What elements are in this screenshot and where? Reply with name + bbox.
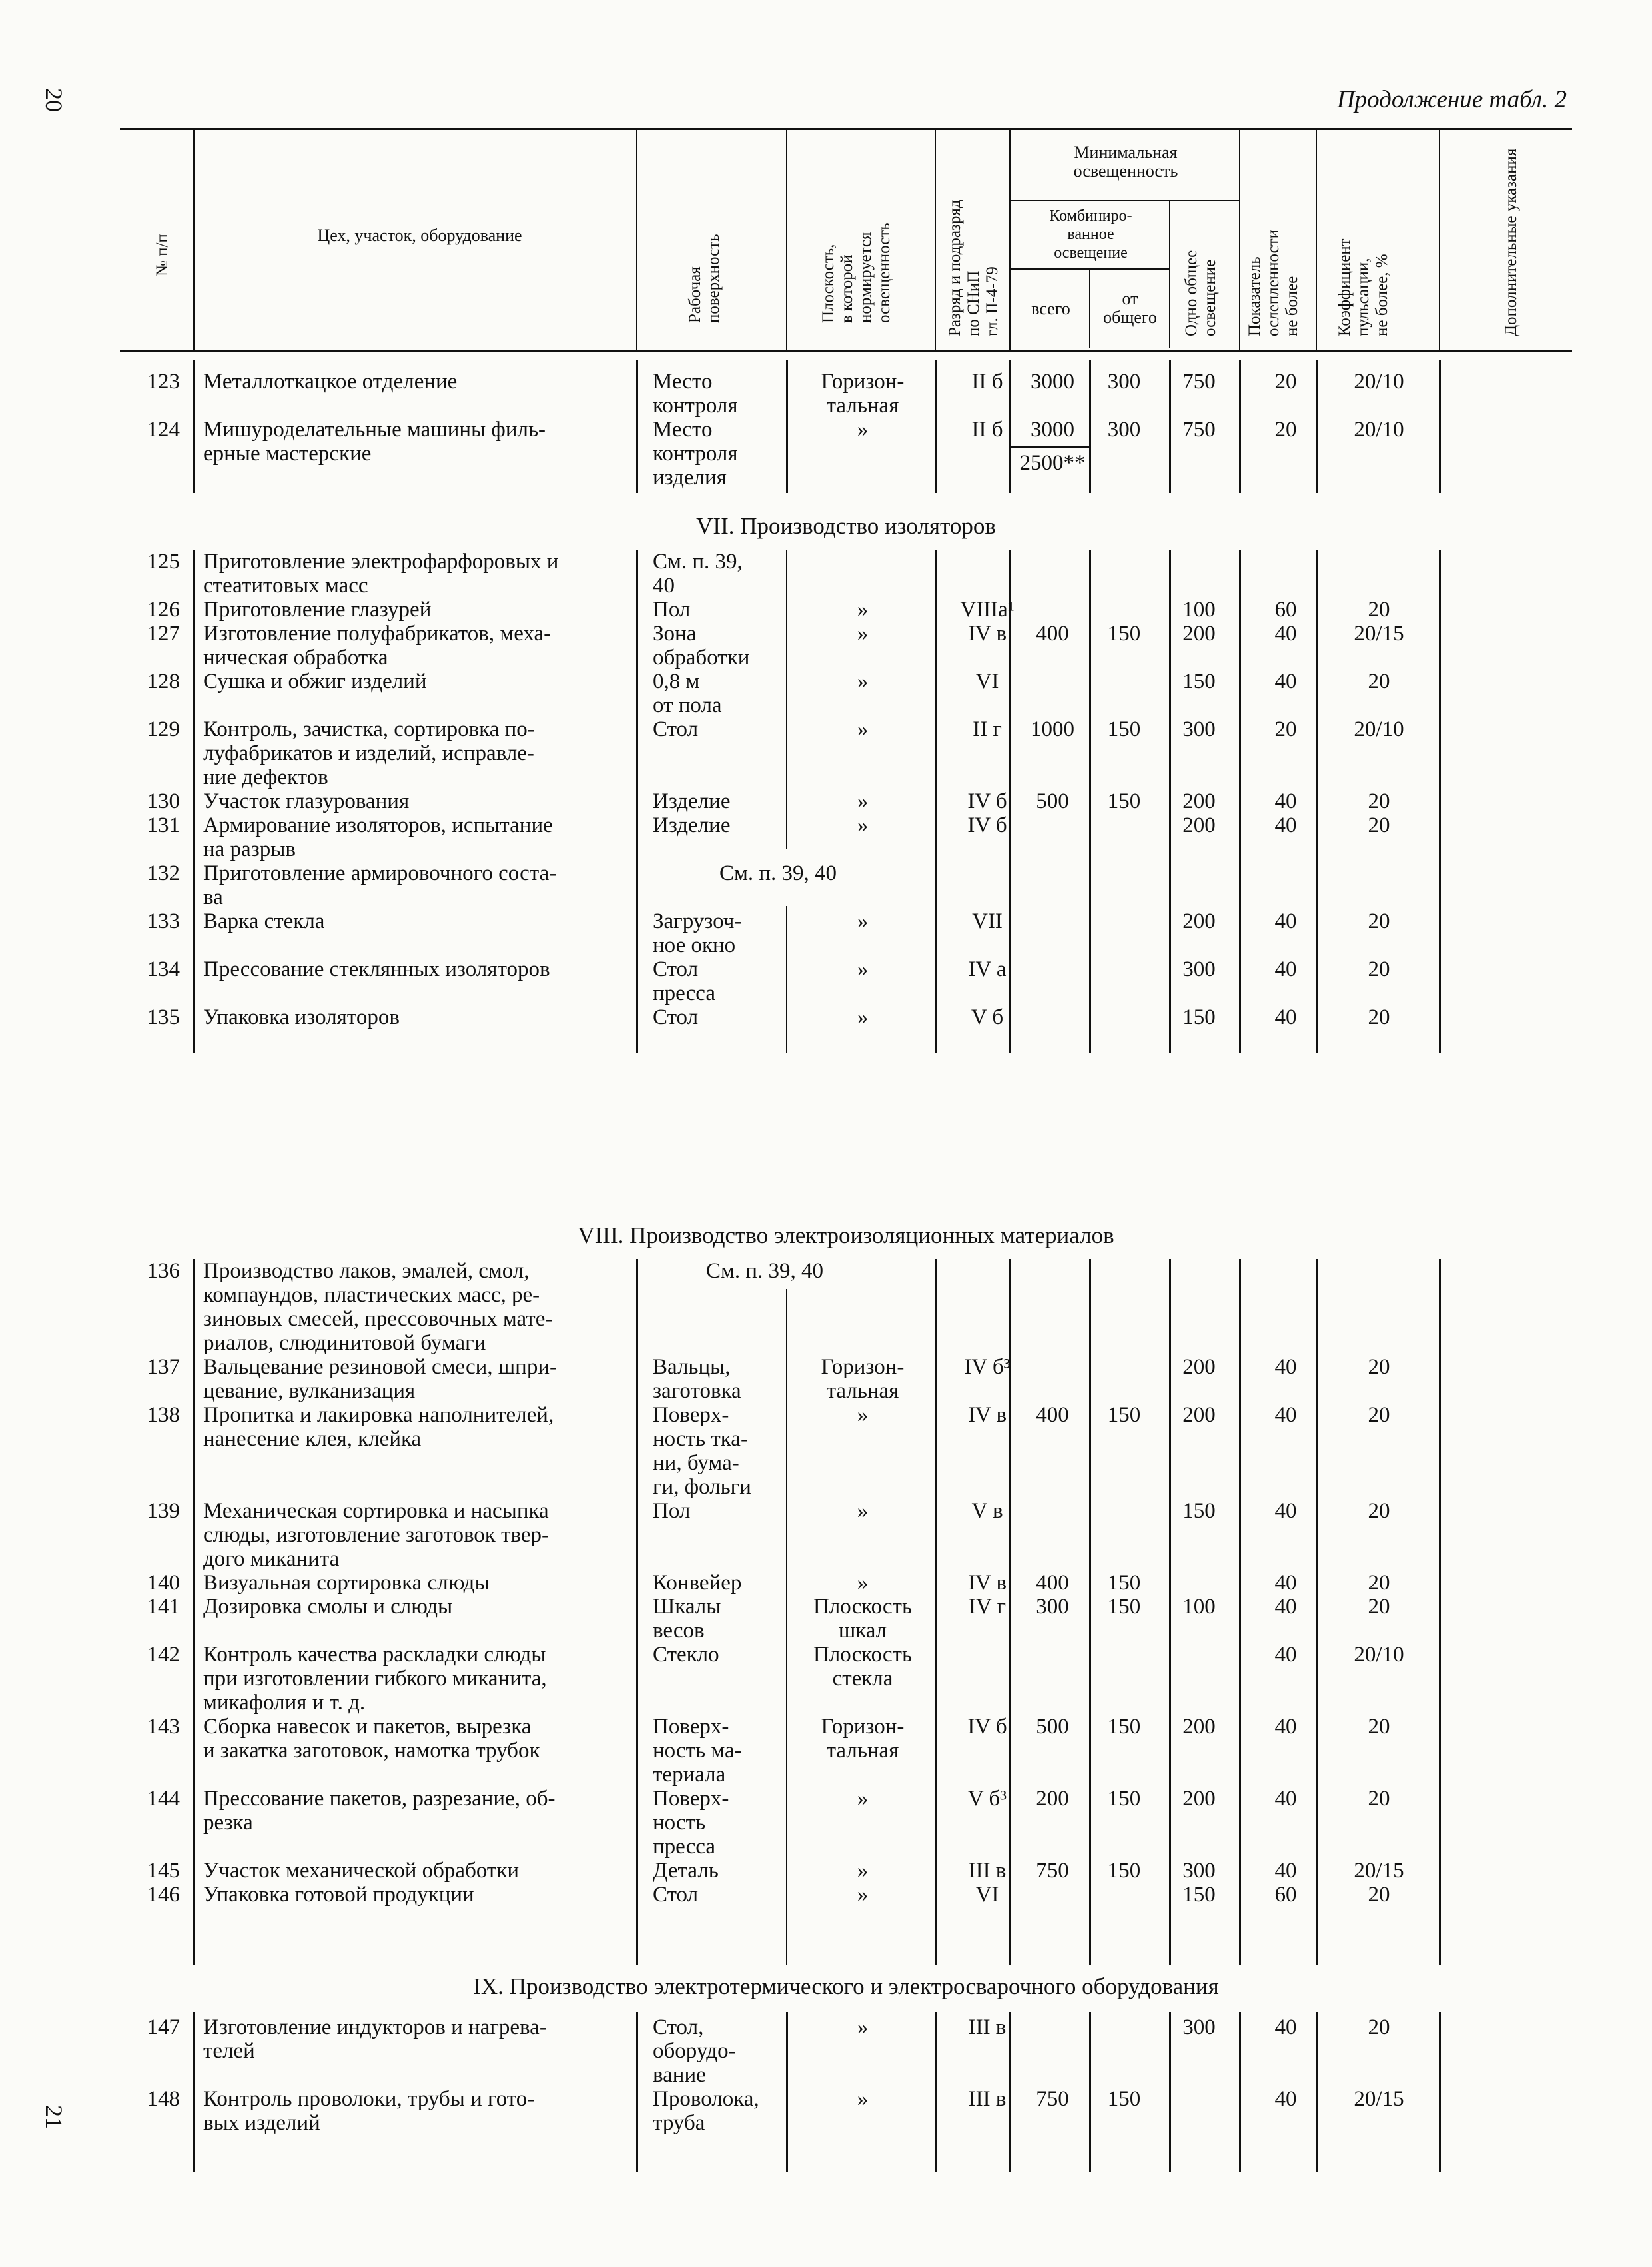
- cell-category: II г: [973, 717, 1002, 741]
- header-glare: Показатель ослепленности не более: [1246, 229, 1301, 336]
- cell-num: 124: [147, 418, 180, 442]
- cell-name: Производство лаков, эмалей, смол, компаундов, пластических масс, ре- зиновых смесей, прессовочных мате- риалов, слюдинитовой бумаги: [203, 1259, 553, 1355]
- header-plane: Плоскость, в которой нормируется освещенность: [819, 223, 893, 323]
- cell-plane: Горизон- тальная: [821, 1715, 905, 1763]
- cell-surface: Конвейер: [653, 1571, 742, 1595]
- cell-from-general: 150: [1107, 1595, 1141, 1619]
- header-notes: Дополнительные указания: [1502, 148, 1520, 336]
- cell-general: 100: [1182, 1595, 1216, 1619]
- cell-num: 126: [147, 598, 180, 622]
- cell-surface: Стекло: [653, 1643, 719, 1667]
- cell-general: 200: [1182, 1403, 1216, 1427]
- cell-plane: »: [857, 418, 869, 442]
- cell-pulsation: 20: [1368, 957, 1390, 981]
- cell-name: Механическая сортировка и насыпка слюды, изготовление заготовок твер- дого миканита: [203, 1499, 550, 1571]
- cell-general: 200: [1182, 1355, 1216, 1379]
- cell-surface: См. п. 39, 40: [719, 861, 837, 885]
- cell-plane: »: [857, 789, 869, 813]
- cell-glare: 40: [1274, 2087, 1297, 2111]
- cell-name: Вальцевание резиновой смеси, шпри- цевание, вулканизация: [203, 1355, 557, 1403]
- cell-from-general: 300: [1107, 418, 1141, 442]
- section-heading: IX. Производство электротермического и электросварочного оборудования: [473, 1973, 1219, 1999]
- cell-num: 147: [147, 2015, 180, 2039]
- cell-glare: 40: [1274, 909, 1297, 933]
- cell-category: IV в: [967, 1403, 1007, 1427]
- cell-from-general: 150: [1107, 2087, 1141, 2111]
- cell-glare: 60: [1274, 1883, 1297, 1907]
- cell-pulsation: 20: [1368, 1787, 1390, 1811]
- cell-pulsation: 20/15: [1354, 622, 1404, 646]
- cell-pulsation: 20: [1368, 1571, 1390, 1595]
- cell-name: Мишуроделательные машины филь- ерные мастерские: [203, 418, 546, 466]
- header-num: № п/п: [153, 234, 171, 276]
- cell-from-general: 150: [1107, 1403, 1141, 1427]
- cell-name: Приготовление армировочного соста- ва: [203, 861, 557, 909]
- cell-general: 200: [1182, 909, 1216, 933]
- cell-num: 127: [147, 622, 180, 646]
- cell-plane: »: [857, 598, 869, 622]
- cell-surface: Изделие: [653, 789, 731, 813]
- cell-total: 300: [1036, 1595, 1069, 1619]
- cell-surface: Стол: [653, 717, 699, 741]
- cell-name: Приготовление глазурей: [203, 598, 432, 622]
- cell-general: 200: [1182, 789, 1216, 813]
- cell-from-general: 150: [1107, 1787, 1141, 1811]
- cell-name: Пропитка и лакировка наполнителей, нанесение клея, клейка: [203, 1403, 554, 1451]
- cell-plane: »: [857, 1859, 869, 1883]
- cell-glare: 40: [1274, 813, 1297, 837]
- cell-glare: 40: [1274, 1403, 1297, 1427]
- cell-general: 200: [1182, 1787, 1216, 1811]
- cell-glare: 40: [1274, 670, 1297, 693]
- cell-category: V в: [971, 1499, 1003, 1523]
- section-heading: VII. Производство изоляторов: [696, 513, 996, 539]
- cell-total: 500: [1036, 789, 1069, 813]
- cell-num: 144: [147, 1787, 180, 1811]
- cell-plane: »: [857, 2087, 869, 2111]
- cell-num: 140: [147, 1571, 180, 1595]
- cell-surface: Зона обработки: [653, 622, 750, 670]
- cell-surface: Вальцы, заготовка: [653, 1355, 741, 1403]
- page-number-bottom: 21: [41, 2105, 67, 2129]
- cell-plane: »: [857, 909, 869, 933]
- cell-total: 400: [1036, 1571, 1069, 1595]
- cell-glare: 40: [1274, 1355, 1297, 1379]
- cell-plane: »: [857, 1883, 869, 1907]
- cell-glare: 40: [1274, 1643, 1297, 1667]
- table-block-2: [120, 550, 1572, 1053]
- cell-name: Контроль, зачистка, сортировка по- луфабрикатов и изделий, исправле- ние дефектов: [203, 717, 535, 789]
- cell-name: Изготовление полуфабрикатов, меха- ническая обработка: [203, 622, 552, 670]
- cell-pulsation: 20/10: [1354, 418, 1404, 442]
- cell-category: IV а: [968, 957, 1007, 981]
- cell-surface: См. п. 39, 40: [653, 550, 743, 598]
- cell-general: 200: [1182, 1715, 1216, 1739]
- cell-plane: »: [857, 1787, 869, 1811]
- cell-num: 146: [147, 1883, 180, 1907]
- cell-surface: Деталь: [653, 1859, 719, 1883]
- cell-plane: Плоскость шкал: [813, 1595, 913, 1643]
- cell-plane: Горизон- тальная: [821, 1355, 905, 1403]
- cell-glare: 20: [1274, 717, 1297, 741]
- cell-general: 100: [1182, 598, 1216, 622]
- cell-name: Сборка навесок и пакетов, вырезка и закатка заготовок, намотка трубок: [203, 1715, 540, 1763]
- cell-num: 137: [147, 1355, 180, 1379]
- cell-category: VI: [975, 1883, 999, 1907]
- section-heading: VIII. Производство электроизоляционных материалов: [578, 1222, 1114, 1248]
- cell-pulsation: 20: [1368, 1005, 1390, 1029]
- cell-from-general: 150: [1107, 622, 1141, 646]
- table-header: [120, 128, 1572, 352]
- cell-name: Приготовление электрофарфоровых и стеатитовых масс: [203, 550, 559, 598]
- cell-name: Дозировка смолы и слюды: [203, 1595, 453, 1619]
- cell-from-general: 150: [1107, 1859, 1141, 1883]
- page-number-top: 20: [41, 88, 67, 112]
- cell-surface: Поверх- ность пресса: [653, 1787, 729, 1859]
- cell-category: V б³: [967, 1787, 1007, 1811]
- cell-plane: »: [857, 2015, 869, 2039]
- header-category: Разряд и подразряд по СНиП гл. II-4-79: [946, 199, 1001, 336]
- cell-glare: 40: [1274, 1499, 1297, 1523]
- cell-num: 132: [147, 861, 180, 885]
- cell-name: Варка стекла: [203, 909, 325, 933]
- cell-glare: 40: [1274, 1005, 1297, 1029]
- cell-general: 150: [1182, 670, 1216, 693]
- cell-num: 143: [147, 1715, 180, 1739]
- cell-glare: 40: [1274, 622, 1297, 646]
- cell-pulsation: 20: [1368, 789, 1390, 813]
- cell-glare: 60: [1274, 598, 1297, 622]
- cell-total: 500: [1036, 1715, 1069, 1739]
- cell-surface: Поверх- ность ма- териала: [653, 1715, 742, 1787]
- cell-num: 139: [147, 1499, 180, 1523]
- header-min-illumination: Минимальная освещенность: [1073, 143, 1178, 181]
- cell-pulsation: 20: [1368, 813, 1390, 837]
- cell-from-general: 150: [1107, 1715, 1141, 1739]
- cell-general: 300: [1182, 957, 1216, 981]
- cell-plane: »: [857, 1005, 869, 1029]
- cell-general: 750: [1182, 370, 1216, 394]
- cell-pulsation: 20: [1368, 909, 1390, 933]
- cell-num: 123: [147, 370, 180, 394]
- cell-name: Прессование стеклянных изоляторов: [203, 957, 550, 981]
- cell-name: Контроль качества раскладки слюды при изготовлении гибкого миканита, микафолия и т. д.: [203, 1643, 547, 1715]
- cell-plane: »: [857, 1499, 869, 1523]
- cell-category: V б: [971, 1005, 1004, 1029]
- cell-pulsation: 20: [1368, 1595, 1390, 1619]
- cell-category: II б: [971, 370, 1003, 394]
- table-block-1: [120, 360, 1572, 493]
- cell-category: VI: [975, 670, 999, 693]
- cell-name: Упаковка изоляторов: [203, 1005, 400, 1029]
- cell-pulsation: 20/10: [1354, 717, 1404, 741]
- header-surface: Рабочая поверхность: [686, 234, 723, 323]
- cell-plane: Горизон- тальная: [821, 370, 905, 418]
- cell-total: 750: [1036, 1859, 1069, 1883]
- cell-glare: 40: [1274, 1715, 1297, 1739]
- cell-general: 150: [1182, 1883, 1216, 1907]
- cell-name: Участок глазурования: [203, 789, 410, 813]
- cell-total: 750: [1036, 2087, 1069, 2111]
- cell-total: 400: [1036, 622, 1069, 646]
- cell-glare: 20: [1274, 370, 1297, 394]
- cell-general: 200: [1182, 813, 1216, 837]
- cell-num: 148: [147, 2087, 180, 2111]
- cell-category: VIIIа¹: [960, 598, 1015, 622]
- cell-num: 142: [147, 1643, 180, 1667]
- cell-category: II б: [971, 418, 1003, 442]
- header-general-only: Одно общее освещение: [1182, 250, 1219, 336]
- cell-total: 3000: [1031, 418, 1074, 442]
- cell-general: 750: [1182, 418, 1216, 442]
- table-continuation-label: Продолжение табл. 2: [1336, 86, 1567, 113]
- cell-num: 128: [147, 670, 180, 693]
- cell-num: 138: [147, 1403, 180, 1427]
- cell-surface: Стол пресса: [653, 957, 715, 1005]
- cell-total2: 2500**: [1019, 451, 1086, 475]
- cell-num: 130: [147, 789, 180, 813]
- header-total: всего: [1031, 299, 1070, 318]
- cell-name: Упаковка готовой продукции: [203, 1883, 474, 1907]
- cell-num: 135: [147, 1005, 180, 1029]
- cell-glare: 40: [1274, 1571, 1297, 1595]
- cell-total: 1000: [1031, 717, 1074, 741]
- cell-glare: 20: [1274, 418, 1297, 442]
- cell-category: III в: [968, 2087, 1007, 2111]
- cell-glare: 40: [1274, 789, 1297, 813]
- cell-surface: Шкалы весов: [653, 1595, 721, 1643]
- header-combined: Комбиниро- ванное освещение: [1049, 207, 1132, 262]
- header-from-general: от общего: [1103, 289, 1157, 327]
- cell-name: Участок механической обработки: [203, 1859, 520, 1883]
- cell-num: 131: [147, 813, 180, 837]
- cell-name: Контроль проволоки, трубы и гото- вых изделий: [203, 2087, 535, 2135]
- cell-category: IV б³: [964, 1355, 1011, 1379]
- cell-plane: »: [857, 957, 869, 981]
- cell-name: Визуальная сортировка слюды: [203, 1571, 490, 1595]
- cell-num: 141: [147, 1595, 180, 1619]
- cell-surface: См. п. 39, 40: [706, 1259, 824, 1283]
- cell-surface: Место контроля: [653, 370, 738, 418]
- cell-category: IV г: [968, 1595, 1006, 1619]
- cell-category: III в: [968, 2015, 1007, 2039]
- cell-pulsation: 20: [1368, 1883, 1390, 1907]
- header-workshop: Цех, участок, оборудование: [317, 226, 522, 245]
- cell-total: 400: [1036, 1403, 1069, 1427]
- cell-surface: Стол: [653, 1005, 699, 1029]
- cell-general: 150: [1182, 1005, 1216, 1029]
- cell-pulsation: 20: [1368, 598, 1390, 622]
- cell-glare: 40: [1274, 1595, 1297, 1619]
- cell-surface: 0,8 м от пола: [653, 670, 722, 717]
- cell-from-general: 150: [1107, 1571, 1141, 1595]
- cell-category: IV б: [967, 789, 1007, 813]
- table-block-4: [120, 2012, 1572, 2172]
- cell-name: Металлоткацкое отделение: [203, 370, 458, 394]
- cell-pulsation: 20: [1368, 670, 1390, 693]
- cell-pulsation: 20: [1368, 1355, 1390, 1379]
- cell-surface: Проволока, труба: [653, 2087, 759, 2135]
- cell-category: IV в: [967, 622, 1007, 646]
- cell-surface: Место контроля изделия: [653, 418, 738, 490]
- cell-plane: »: [857, 1571, 869, 1595]
- cell-from-general: 150: [1107, 789, 1141, 813]
- cell-from-general: 300: [1107, 370, 1141, 394]
- cell-from-general: 150: [1107, 717, 1141, 741]
- cell-surface: Изделие: [653, 813, 731, 837]
- cell-num: 125: [147, 550, 180, 574]
- cell-glare: 40: [1274, 1859, 1297, 1883]
- cell-num: 133: [147, 909, 180, 933]
- cell-general: 200: [1182, 622, 1216, 646]
- cell-pulsation: 20/15: [1354, 2087, 1404, 2111]
- cell-category: IV б: [967, 813, 1007, 837]
- cell-plane: »: [857, 1403, 869, 1427]
- cell-glare: 40: [1274, 2015, 1297, 2039]
- cell-name: Изготовление индукторов и нагрева- телей: [203, 2015, 547, 2063]
- cell-pulsation: 20: [1368, 2015, 1390, 2039]
- cell-surface: Пол: [653, 1499, 691, 1523]
- cell-name: Сушка и обжиг изделий: [203, 670, 427, 693]
- cell-surface: Загрузоч- ное окно: [653, 909, 742, 957]
- cell-category: III в: [968, 1859, 1007, 1883]
- header-pulsation: Коэффициент пульсации, не более, %: [1336, 238, 1391, 336]
- cell-plane: »: [857, 670, 869, 693]
- cell-surface: Поверх- ность тка- ни, бума- ги, фольги: [653, 1403, 751, 1499]
- cell-num: 136: [147, 1259, 180, 1283]
- cell-plane: »: [857, 622, 869, 646]
- cell-num: 145: [147, 1859, 180, 1883]
- cell-num: 129: [147, 717, 180, 741]
- cell-total: 3000: [1031, 370, 1074, 394]
- cell-name: Армирование изоляторов, испытание на разрыв: [203, 813, 553, 861]
- cell-general: 300: [1182, 2015, 1216, 2039]
- cell-pulsation: 20/10: [1354, 370, 1404, 394]
- cell-general: 300: [1182, 717, 1216, 741]
- cell-general: 300: [1182, 1859, 1216, 1883]
- cell-surface: Стол, оборудо- вание: [653, 2015, 736, 2087]
- cell-total: 200: [1036, 1787, 1069, 1811]
- cell-category: IV б: [967, 1715, 1007, 1739]
- table-block-3: [120, 1259, 1572, 1965]
- cell-pulsation: 20: [1368, 1499, 1390, 1523]
- cell-pulsation: 20/10: [1354, 1643, 1404, 1667]
- cell-category: IV в: [967, 1571, 1007, 1595]
- cell-plane: »: [857, 717, 869, 741]
- cell-general: 150: [1182, 1499, 1216, 1523]
- cell-pulsation: 20: [1368, 1403, 1390, 1427]
- cell-pulsation: 20/15: [1354, 1859, 1404, 1883]
- cell-plane: Плоскость стекла: [813, 1643, 913, 1691]
- cell-num: 134: [147, 957, 180, 981]
- cell-pulsation: 20: [1368, 1715, 1390, 1739]
- cell-glare: 40: [1274, 1787, 1297, 1811]
- cell-plane: »: [857, 813, 869, 837]
- cell-surface: Стол: [653, 1883, 699, 1907]
- cell-category: VII: [972, 909, 1003, 933]
- cell-surface: Пол: [653, 598, 691, 622]
- cell-glare: 40: [1274, 957, 1297, 981]
- cell-name: Прессование пакетов, разрезание, об- резка: [203, 1787, 556, 1835]
